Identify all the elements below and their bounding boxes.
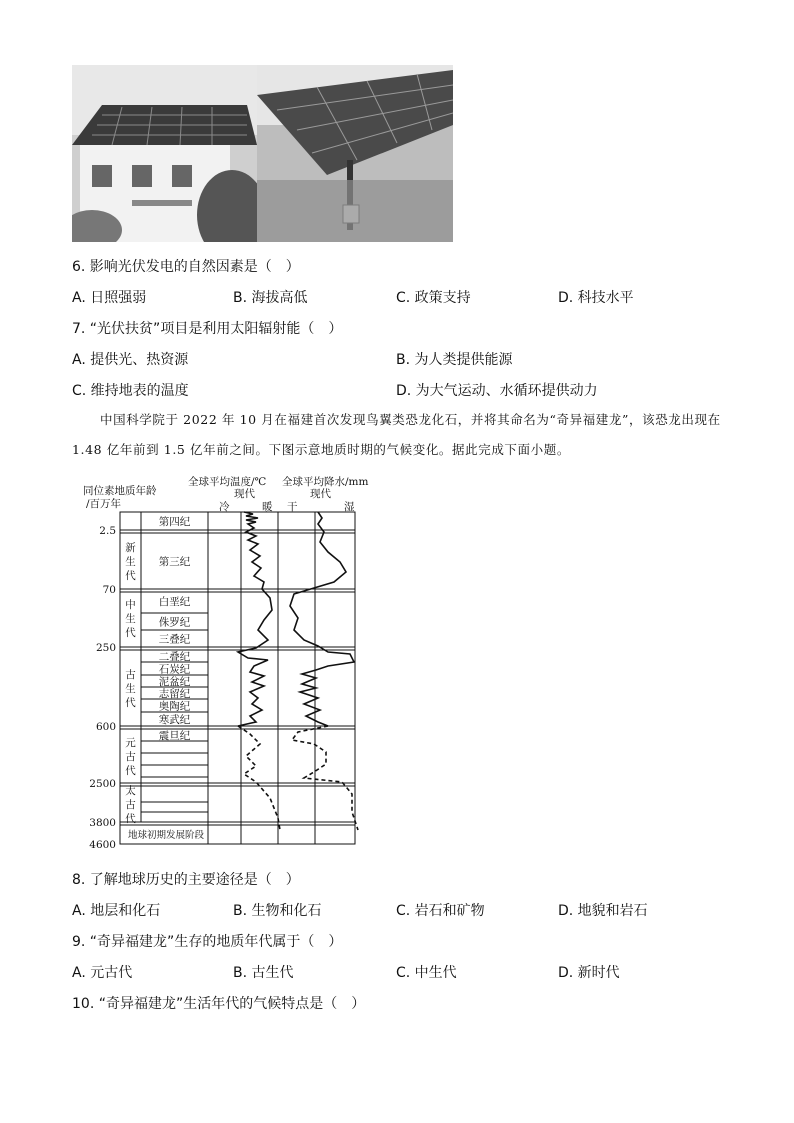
age-tick-4: 2500	[89, 778, 116, 790]
q8-option-a[interactable]: A. 地层和化石	[72, 903, 161, 919]
period-label-2: 白垩纪	[158, 596, 191, 608]
precip-dry-label: 干	[287, 501, 298, 513]
q9-option-b[interactable]: B. 古生代	[233, 965, 294, 981]
age-tick-0: 2.5	[99, 525, 116, 537]
ground-solar-photo	[257, 65, 453, 242]
precipitation-curve-solid	[290, 512, 354, 726]
q7-option-c[interactable]: C. 维持地表的温度	[72, 383, 189, 399]
q8-option-c[interactable]: C. 岩石和矿物	[396, 903, 485, 919]
period-label-1: 第三纪	[158, 556, 191, 568]
age-tick-6: 4600	[89, 839, 116, 851]
geologic-climate-chart	[78, 472, 378, 852]
period-label-8: 志留纪	[158, 688, 191, 700]
precip-wet-label: 湿	[344, 501, 355, 513]
q8-option-b[interactable]: B. 生物和化石	[233, 903, 322, 919]
precipitation-curve-dashed	[292, 726, 358, 830]
temp-warm-label: 暖	[262, 501, 273, 513]
age-axis-title: 同位素地质年龄	[83, 485, 157, 497]
age-axis-unit: /百万年	[86, 498, 122, 510]
question-10-stem: 10. “奇异福建龙”生活年代的气候特点是（ ）	[72, 996, 366, 1012]
q6-option-b[interactable]: B. 海拔高低	[233, 290, 308, 306]
q6-option-c[interactable]: C. 政策支持	[396, 290, 471, 306]
q7-option-d[interactable]: D. 为大气运动、水循环提供动力	[396, 383, 598, 399]
question-8-stem: 8. 了解地球历史的主要途径是（ ）	[72, 872, 300, 888]
q9-option-d[interactable]: D. 新时代	[558, 965, 620, 981]
period-label-7: 泥盆纪	[158, 676, 191, 688]
era-label-2: 古生代	[125, 669, 136, 709]
question-7-stem: 7. “光伏扶贫”项目是利用太阳辐射能（ ）	[72, 321, 343, 337]
period-label-9: 奥陶纪	[158, 700, 191, 713]
passage: 中国科学院于 2022 年 10 月在福建首次发现鸟翼类恐龙化石，并将其命名为“奇异福建龙”，该恐龙出现在 1.48 亿年前到 1.5 亿年前之间。下图示意地质时期的气候变化。据此完成下面小题。	[72, 412, 721, 457]
age-tick-1: 70	[102, 584, 116, 596]
early-stage-label: 地球初期发展阶段	[127, 830, 205, 841]
q7-option-a[interactable]: A. 提供光、热资源	[72, 352, 189, 368]
period-label-5: 二叠纪	[158, 651, 191, 663]
era-label-1: 中生代	[125, 599, 136, 639]
chart-frame	[120, 512, 355, 844]
q9-option-c[interactable]: C. 中生代	[396, 965, 457, 981]
period-label-3: 侏罗纪	[158, 616, 191, 629]
question-6-stem: 6. 影响光伏发电的自然因素是（ ）	[72, 259, 300, 275]
q6-option-a[interactable]: A. 日照强弱	[72, 290, 147, 306]
q8-option-d[interactable]: D. 地貌和岩石	[558, 903, 648, 919]
era-label-0: 新生代	[125, 542, 136, 582]
period-label-10: 寒武纪	[158, 714, 191, 726]
temp-cold-label: 冷	[219, 501, 230, 513]
temp-title: 全球平均温度/℃	[188, 476, 267, 488]
age-tick-3: 600	[95, 721, 116, 733]
age-tick-5: 3800	[89, 817, 116, 829]
period-label-6: 石炭纪	[158, 663, 191, 676]
temperature-curve-solid	[238, 512, 272, 726]
temp-modern-label: 现代	[234, 488, 255, 500]
era-label-4: 太古代	[125, 785, 136, 825]
era-label-3: 元古代	[125, 737, 136, 777]
q6-option-d[interactable]: D. 科技水平	[558, 290, 634, 306]
precip-title: 全球平均降水/mm	[282, 476, 369, 488]
age-tick-2: 250	[95, 642, 116, 654]
q9-option-a[interactable]: A. 元古代	[72, 965, 133, 981]
question-9-stem: 9. “奇异福建龙”生存的地质年代属于（ ）	[72, 934, 343, 950]
period-label-4: 三叠纪	[158, 633, 191, 646]
precip-modern-label: 现代	[310, 488, 331, 500]
q7-option-b[interactable]: B. 为人类提供能源	[396, 352, 513, 368]
period-label-0: 第四纪	[158, 516, 191, 528]
period-label-11: 震旦纪	[158, 730, 191, 742]
house-solar-photo	[72, 65, 257, 242]
temperature-curve-dashed	[238, 726, 280, 830]
